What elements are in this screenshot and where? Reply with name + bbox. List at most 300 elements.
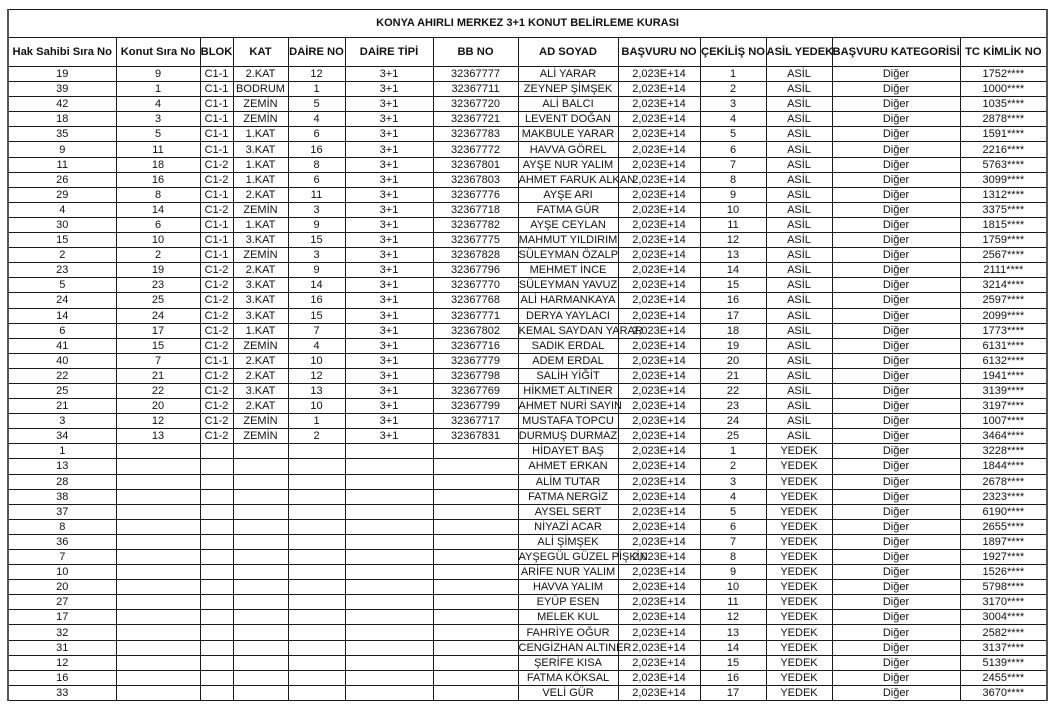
cell-blok: C1-2 [200, 278, 233, 293]
cell-kat: 1.KAT [233, 217, 288, 232]
cell-cekilis-no: 8 [700, 172, 766, 187]
cell-basvuru-kategorisi: Diğer [832, 414, 960, 429]
cell-tc-kimlik-no: 2216**** [960, 142, 1047, 157]
cell-ad-soyad: HİKMET ALTINER [518, 383, 618, 398]
table-row [8, 368, 1047, 383]
cell-kat [233, 459, 288, 474]
cell-hak-sahibi-sira-no: 20 [8, 580, 116, 595]
cell-blok [200, 685, 233, 700]
cell-daire-tipi [345, 459, 433, 474]
table-body [8, 67, 1047, 701]
cell-kat: 3.KAT [233, 293, 288, 308]
cell-basvuru-kategorisi: Diğer [832, 655, 960, 670]
cell-bb-no [433, 595, 518, 610]
cell-hak-sahibi-sira-no: 36 [8, 534, 116, 549]
cell-blok: C1-2 [200, 323, 233, 338]
table-row [8, 112, 1047, 127]
cell-kat: 2.KAT [233, 399, 288, 414]
cell-bb-no [433, 474, 518, 489]
cell-daire-no: 12 [288, 67, 345, 82]
cell-ad-soyad: MELEK KUL [518, 610, 618, 625]
cell-bb-no: 32367796 [433, 263, 518, 278]
cell-cekilis-no: 19 [700, 338, 766, 353]
cell-basvuru-kategorisi: Diğer [832, 353, 960, 368]
cell-cekilis-no: 11 [700, 217, 766, 232]
cell-ad-soyad: SADIK ERDAL [518, 338, 618, 353]
table-row [8, 187, 1047, 202]
cell-konut-sira-no: 23 [116, 278, 200, 293]
cell-konut-sira-no: 12 [116, 414, 200, 429]
cell-blok: C1-2 [200, 414, 233, 429]
cell-konut-sira-no [116, 444, 200, 459]
cell-daire-no [288, 685, 345, 700]
cell-asil-yedek: YEDEK [766, 610, 832, 625]
cell-hak-sahibi-sira-no: 27 [8, 595, 116, 610]
cell-blok: C1-1 [200, 127, 233, 142]
cell-basvuru-no: 2,023E+14 [618, 414, 700, 429]
cell-kat [233, 474, 288, 489]
cell-hak-sahibi-sira-no: 31 [8, 640, 116, 655]
cell-daire-no [288, 550, 345, 565]
cell-ad-soyad: AHMET FARUK ALKAN [518, 173, 636, 186]
table-row [8, 444, 1047, 459]
cell-konut-sira-no: 11 [116, 142, 200, 157]
cell-kat: 2.KAT [233, 187, 288, 202]
cell-basvuru-kategorisi: Diğer [832, 217, 960, 232]
cell-basvuru-no: 2,023E+14 [618, 187, 700, 202]
cell-kat [233, 625, 288, 640]
cell-ad-soyad: AYŞE ARI [518, 187, 618, 202]
cell-asil-yedek: YEDEK [766, 685, 832, 700]
cell-basvuru-kategorisi: Diğer [832, 685, 960, 700]
cell-blok: C1-2 [200, 157, 233, 172]
cell-asil-yedek: ASİL [766, 353, 832, 368]
cell-daire-no [288, 519, 345, 534]
cell-cekilis-no: 24 [700, 414, 766, 429]
cell-blok [200, 444, 233, 459]
cell-ad-soyad: FATMA KÖKSAL [518, 670, 618, 685]
cell-kat: ZEMİN [233, 338, 288, 353]
cell-basvuru-no: 2,023E+14 [618, 248, 700, 263]
cell-ad-soyad: HAVVA GÖREL [518, 142, 618, 157]
table-row [8, 67, 1047, 82]
cell-basvuru-kategorisi: Diğer [832, 383, 960, 398]
cell-konut-sira-no [116, 504, 200, 519]
cell-basvuru-kategorisi: Diğer [832, 338, 960, 353]
cell-ad-soyad: ALİM TUTAR [518, 474, 618, 489]
cell-asil-yedek: ASİL [766, 82, 832, 97]
cell-blok: C1-1 [200, 248, 233, 263]
column-header-hak-sahibi-sira-no: Hak Sahibi Sıra No [8, 38, 116, 67]
cell-konut-sira-no: 5 [116, 127, 200, 142]
cell-ad-soyad: MAKBULE YARAR [518, 127, 618, 142]
cell-daire-tipi: 3+1 [345, 353, 433, 368]
cell-blok: C1-2 [200, 399, 233, 414]
table-row [8, 670, 1047, 685]
cell-kat: 2.KAT [233, 263, 288, 278]
cell-kat [233, 595, 288, 610]
cell-daire-no: 6 [288, 172, 345, 187]
cell-basvuru-kategorisi: Diğer [832, 142, 960, 157]
cell-tc-kimlik-no: 2455**** [960, 670, 1047, 685]
cell-konut-sira-no [116, 670, 200, 685]
cell-blok [200, 595, 233, 610]
cell-basvuru-kategorisi: Diğer [832, 127, 960, 142]
cell-daire-tipi: 3+1 [345, 414, 433, 429]
cell-tc-kimlik-no: 3004**** [960, 610, 1047, 625]
cell-tc-kimlik-no: 1773**** [960, 323, 1047, 338]
cell-kat: 3.KAT [233, 278, 288, 293]
cell-daire-no: 14 [288, 278, 345, 293]
cell-bb-no: 32367777 [433, 67, 518, 82]
cell-bb-no: 32367798 [433, 368, 518, 383]
cell-hak-sahibi-sira-no: 6 [8, 323, 116, 338]
cell-blok [200, 655, 233, 670]
cell-blok: C1-1 [200, 112, 233, 127]
cell-tc-kimlik-no: 3137**** [960, 640, 1047, 655]
cell-asil-yedek: ASİL [766, 293, 832, 308]
cell-cekilis-no: 6 [700, 519, 766, 534]
cell-cekilis-no: 12 [700, 233, 766, 248]
cell-hak-sahibi-sira-no: 39 [8, 82, 116, 97]
cell-bb-no [433, 534, 518, 549]
column-header-blok: BLOK [200, 38, 233, 67]
cell-tc-kimlik-no: 1000**** [960, 82, 1047, 97]
cell-basvuru-no: 2,023E+14 [618, 429, 700, 444]
cell-basvuru-kategorisi: Diğer [832, 399, 960, 414]
cell-konut-sira-no [116, 489, 200, 504]
cell-cekilis-no: 2 [700, 459, 766, 474]
cell-daire-tipi: 3+1 [345, 202, 433, 217]
cell-ad-soyad: ARİFE NUR YALIM [518, 565, 618, 580]
cell-daire-no [288, 610, 345, 625]
cell-asil-yedek: ASİL [766, 142, 832, 157]
cell-basvuru-no: 2,023E+14 [618, 519, 700, 534]
column-header-daire-no: DAİRE NO [288, 38, 345, 67]
table-row [8, 233, 1047, 248]
cell-basvuru-no: 2,023E+14 [618, 82, 700, 97]
cell-tc-kimlik-no: 3375**** [960, 202, 1047, 217]
cell-basvuru-no: 2,023E+14 [618, 67, 700, 82]
cell-konut-sira-no: 8 [116, 187, 200, 202]
cell-hak-sahibi-sira-no: 23 [8, 263, 116, 278]
cell-daire-no: 16 [288, 142, 345, 157]
cell-tc-kimlik-no: 1752**** [960, 67, 1047, 82]
cell-daire-no [288, 504, 345, 519]
cell-bb-no [433, 459, 518, 474]
cell-daire-tipi [345, 550, 433, 565]
cell-hak-sahibi-sira-no: 5 [8, 278, 116, 293]
cell-daire-no: 10 [288, 353, 345, 368]
cell-kat: 3.KAT [233, 308, 288, 323]
cell-cekilis-no: 5 [700, 504, 766, 519]
cell-asil-yedek: YEDEK [766, 504, 832, 519]
cell-basvuru-no: 2,023E+14 [618, 489, 700, 504]
cell-basvuru-no: 2,023E+14 [618, 202, 700, 217]
cell-kat [233, 670, 288, 685]
cell-daire-no [288, 565, 345, 580]
cell-blok [200, 580, 233, 595]
cell-cekilis-no: 7 [700, 157, 766, 172]
cell-blok: C1-1 [200, 142, 233, 157]
cell-ad-soyad: ALİ YARAR [518, 67, 618, 82]
cell-daire-tipi: 3+1 [345, 368, 433, 383]
cell-hak-sahibi-sira-no: 7 [8, 550, 116, 565]
cell-konut-sira-no: 25 [116, 293, 200, 308]
cell-daire-tipi [345, 444, 433, 459]
cell-basvuru-no: 2,023E+14 [618, 640, 700, 655]
cell-tc-kimlik-no: 1897**** [960, 534, 1047, 549]
cell-hak-sahibi-sira-no: 21 [8, 399, 116, 414]
cell-ad-soyad: SÜLEYMAN YAVUZ [518, 279, 618, 292]
cell-daire-no: 3 [288, 202, 345, 217]
cell-konut-sira-no: 24 [116, 308, 200, 323]
cell-basvuru-no: 2,023E+14 [618, 534, 700, 549]
cell-cekilis-no: 17 [700, 308, 766, 323]
cell-basvuru-kategorisi: Diğer [832, 429, 960, 444]
cell-bb-no [433, 640, 518, 655]
table-row [8, 217, 1047, 232]
cell-daire-tipi: 3+1 [345, 112, 433, 127]
table-row [8, 157, 1047, 172]
cell-basvuru-kategorisi: Diğer [832, 670, 960, 685]
cell-bb-no [433, 565, 518, 580]
cell-bb-no: 32367801 [433, 157, 518, 172]
table-row [8, 353, 1047, 368]
cell-basvuru-no: 2,023E+14 [618, 595, 700, 610]
cell-cekilis-no: 16 [700, 293, 766, 308]
cell-blok: C1-2 [200, 368, 233, 383]
cell-basvuru-kategorisi: Diğer [832, 308, 960, 323]
table-row [8, 595, 1047, 610]
header-row [8, 38, 1047, 67]
cell-asil-yedek: ASİL [766, 67, 832, 82]
cell-cekilis-no: 13 [700, 248, 766, 263]
cell-tc-kimlik-no: 6132**** [960, 353, 1047, 368]
cell-kat [233, 550, 288, 565]
table-row [8, 655, 1047, 670]
cell-cekilis-no: 4 [700, 489, 766, 504]
cell-daire-tipi: 3+1 [345, 127, 433, 142]
cell-konut-sira-no [116, 519, 200, 534]
cell-daire-no: 10 [288, 399, 345, 414]
table-row [8, 323, 1047, 338]
cell-konut-sira-no [116, 565, 200, 580]
cell-blok: C1-1 [200, 353, 233, 368]
cell-hak-sahibi-sira-no: 30 [8, 217, 116, 232]
cell-hak-sahibi-sira-no: 24 [8, 293, 116, 308]
column-header-daire-tipi: DAİRE TİPİ [345, 38, 433, 67]
cell-hak-sahibi-sira-no: 1 [8, 444, 116, 459]
cell-daire-tipi: 3+1 [345, 97, 433, 112]
cell-cekilis-no: 4 [700, 112, 766, 127]
cell-kat: 1.KAT [233, 127, 288, 142]
cell-basvuru-kategorisi: Diğer [832, 610, 960, 625]
column-header-konut-sira-no: Konut Sıra No [116, 38, 200, 67]
cell-kat [233, 565, 288, 580]
cell-ad-soyad: ALİ BALCI [518, 97, 618, 112]
cell-tc-kimlik-no: 1526**** [960, 565, 1047, 580]
cell-basvuru-kategorisi: Diğer [832, 82, 960, 97]
cell-basvuru-no: 2,023E+14 [618, 474, 700, 489]
cell-daire-tipi: 3+1 [345, 278, 433, 293]
cell-konut-sira-no [116, 610, 200, 625]
cell-cekilis-no: 3 [700, 97, 766, 112]
cell-basvuru-kategorisi: Diğer [832, 293, 960, 308]
cell-ad-soyad: AYŞE NUR YALIM [518, 157, 618, 172]
cell-daire-tipi [345, 580, 433, 595]
cell-blok: C1-1 [200, 187, 233, 202]
cell-asil-yedek: YEDEK [766, 595, 832, 610]
cell-kat: ZEMİN [233, 112, 288, 127]
cell-bb-no: 32367776 [433, 187, 518, 202]
cell-bb-no [433, 670, 518, 685]
cell-ad-soyad: MAHMUT YILDIRIM [518, 234, 618, 247]
cell-bb-no: 32367771 [433, 308, 518, 323]
cell-konut-sira-no [116, 640, 200, 655]
cell-basvuru-no: 2,023E+14 [618, 504, 700, 519]
cell-daire-tipi [345, 670, 433, 685]
cell-daire-no [288, 655, 345, 670]
cell-daire-no: 15 [288, 308, 345, 323]
cell-basvuru-no: 2,023E+14 [618, 278, 700, 293]
cell-tc-kimlik-no: 3670**** [960, 685, 1047, 700]
cell-konut-sira-no [116, 595, 200, 610]
cell-hak-sahibi-sira-no: 9 [8, 142, 116, 157]
cell-bb-no [433, 685, 518, 700]
table-row [8, 338, 1047, 353]
cell-kat: 2.KAT [233, 368, 288, 383]
cell-tc-kimlik-no: 2567**** [960, 248, 1047, 263]
table-row [8, 142, 1047, 157]
cell-daire-no: 1 [288, 82, 345, 97]
cell-kat [233, 444, 288, 459]
cell-daire-tipi [345, 519, 433, 534]
cell-basvuru-no: 2,023E+14 [618, 157, 700, 172]
cell-daire-tipi [345, 625, 433, 640]
cell-blok [200, 534, 233, 549]
cell-daire-no [288, 580, 345, 595]
column-header-basvuru-no: BAŞVURU NO [618, 38, 700, 67]
cell-asil-yedek: ASİL [766, 172, 832, 187]
cell-bb-no: 32367768 [433, 293, 518, 308]
cell-bb-no: 32367828 [433, 248, 518, 263]
cell-konut-sira-no: 20 [116, 399, 200, 414]
cell-basvuru-kategorisi: Diğer [832, 233, 960, 248]
table-row [8, 489, 1047, 504]
cell-basvuru-kategorisi: Diğer [832, 489, 960, 504]
cell-daire-tipi: 3+1 [345, 233, 433, 248]
cell-blok [200, 565, 233, 580]
cell-tc-kimlik-no: 2099**** [960, 308, 1047, 323]
cell-kat [233, 519, 288, 534]
cell-asil-yedek: YEDEK [766, 625, 832, 640]
cell-cekilis-no: 15 [700, 278, 766, 293]
cell-hak-sahibi-sira-no: 42 [8, 97, 116, 112]
cell-hak-sahibi-sira-no: 35 [8, 127, 116, 142]
cell-daire-no [288, 444, 345, 459]
cell-basvuru-no: 2,023E+14 [618, 263, 700, 278]
cell-ad-soyad: LEVENT DOĞAN [518, 112, 618, 127]
cell-konut-sira-no: 6 [116, 217, 200, 232]
cell-blok: C1-2 [200, 202, 233, 217]
cell-bb-no: 32367779 [433, 353, 518, 368]
cell-asil-yedek: YEDEK [766, 459, 832, 474]
cell-hak-sahibi-sira-no: 28 [8, 474, 116, 489]
cell-blok: C1-2 [200, 429, 233, 444]
table-row [8, 127, 1047, 142]
cell-blok [200, 625, 233, 640]
cell-cekilis-no: 18 [700, 323, 766, 338]
cell-daire-tipi [345, 489, 433, 504]
cell-asil-yedek: ASİL [766, 97, 832, 112]
cell-ad-soyad: AYŞEGÜL GÜZEL PİŞKİN [518, 551, 648, 564]
cell-bb-no: 32367717 [433, 414, 518, 429]
cell-kat: ZEMİN [233, 202, 288, 217]
cell-hak-sahibi-sira-no: 40 [8, 353, 116, 368]
cell-konut-sira-no: 15 [116, 338, 200, 353]
cell-daire-tipi: 3+1 [345, 429, 433, 444]
cell-tc-kimlik-no: 2582**** [960, 625, 1047, 640]
cell-asil-yedek: ASİL [766, 278, 832, 293]
cell-ad-soyad: AYŞE CEYLAN [518, 217, 618, 232]
cell-tc-kimlik-no: 2111**** [960, 263, 1047, 278]
cell-hak-sahibi-sira-no: 38 [8, 489, 116, 504]
cell-cekilis-no: 14 [700, 640, 766, 655]
cell-tc-kimlik-no: 6190**** [960, 504, 1047, 519]
cell-asil-yedek: YEDEK [766, 489, 832, 504]
column-header-ad-soyad: AD SOYAD [518, 38, 618, 67]
table-row [8, 82, 1047, 97]
cell-basvuru-no: 2,023E+14 [618, 112, 700, 127]
cell-daire-no: 4 [288, 112, 345, 127]
cell-basvuru-kategorisi: Diğer [832, 263, 960, 278]
cell-tc-kimlik-no: 1844**** [960, 459, 1047, 474]
cell-bb-no: 32367770 [433, 278, 518, 293]
cell-basvuru-no: 2,023E+14 [618, 655, 700, 670]
cell-tc-kimlik-no: 1815**** [960, 217, 1047, 232]
cell-hak-sahibi-sira-no: 12 [8, 655, 116, 670]
cell-kat [233, 640, 288, 655]
cell-tc-kimlik-no: 3228**** [960, 444, 1047, 459]
cell-asil-yedek: ASİL [766, 112, 832, 127]
cell-kat: ZEMİN [233, 429, 288, 444]
cell-asil-yedek: YEDEK [766, 534, 832, 549]
cell-konut-sira-no: 16 [116, 172, 200, 187]
cell-asil-yedek: ASİL [766, 263, 832, 278]
cell-kat: 3.KAT [233, 142, 288, 157]
cell-tc-kimlik-no: 1007**** [960, 414, 1047, 429]
cell-daire-tipi [345, 534, 433, 549]
lottery-results-table [7, 9, 1048, 701]
table-row [8, 550, 1047, 565]
cell-basvuru-kategorisi: Diğer [832, 278, 960, 293]
cell-cekilis-no: 1 [700, 444, 766, 459]
cell-kat: 3.KAT [233, 383, 288, 398]
cell-konut-sira-no: 10 [116, 233, 200, 248]
cell-daire-no: 3 [288, 248, 345, 263]
table-row [8, 414, 1047, 429]
cell-hak-sahibi-sira-no: 29 [8, 187, 116, 202]
cell-blok [200, 550, 233, 565]
table-row [8, 474, 1047, 489]
table-row [8, 534, 1047, 549]
cell-ad-soyad: MUSTAFA TOPCU [518, 414, 618, 429]
cell-ad-soyad: KEMAL SAYDAN YARAR [518, 324, 643, 337]
table-row [8, 519, 1047, 534]
cell-hak-sahibi-sira-no: 15 [8, 233, 116, 248]
cell-basvuru-no: 2,023E+14 [618, 670, 700, 685]
